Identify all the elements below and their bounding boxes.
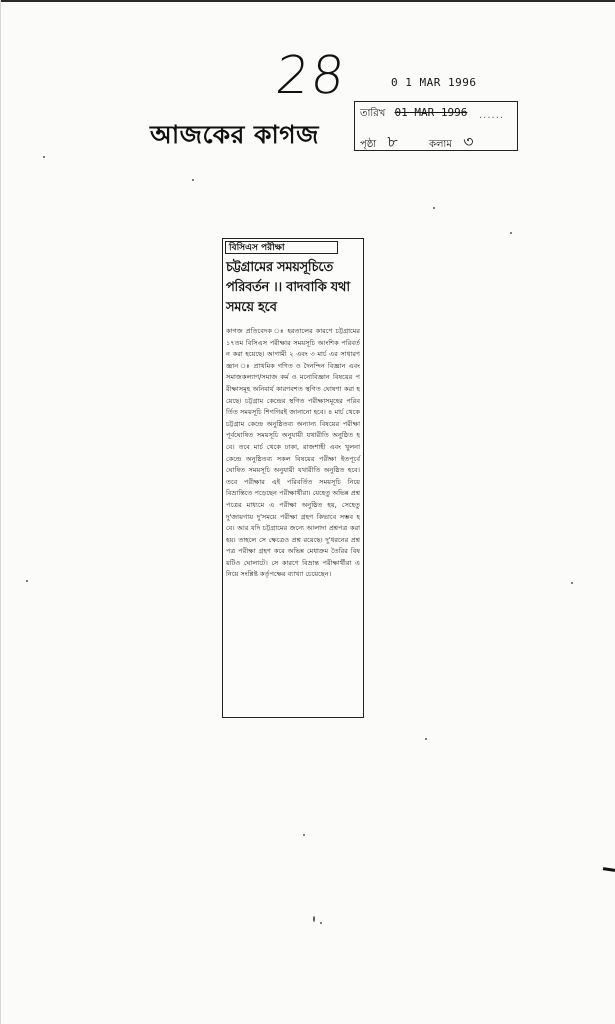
scan-speck	[571, 582, 573, 584]
scan-speck	[313, 916, 315, 922]
clipping-headline: চট্টগ্রামের সময়সূচিতে পরিবর্তন ।। বাদবাকি যথা সময়ে হবে	[226, 260, 350, 315]
handwritten-page-number: 28	[272, 46, 350, 106]
scan-speck	[320, 922, 322, 924]
scan-speck	[433, 207, 435, 209]
clipping-section-tag: বিসিএস পরীক্ষা	[225, 241, 338, 254]
ref-page-value: ৮	[387, 132, 398, 151]
ref-dotted-line: ......	[479, 110, 505, 121]
scan-speck	[43, 156, 45, 158]
ref-page-label: পৃষ্ঠা	[360, 139, 377, 150]
ref-date-value: 01 MAR 1996	[394, 106, 468, 119]
scan-speck	[26, 580, 28, 582]
ref-date-label: তারিখ	[360, 108, 386, 119]
page-left-edge	[0, 0, 1, 1024]
ref-column-label: কলাম	[428, 139, 452, 150]
newspaper-masthead: আজকের কাগজ	[150, 120, 320, 149]
scan-speck	[425, 738, 427, 740]
scan-speck	[510, 232, 512, 234]
scan-speck	[303, 834, 305, 836]
clipping-body-text: কাগজ প্রতিবেদক ঃ হরতালের কারণে চট্টগ্রামের ১৭তম বিসিএস পরীক্ষার সময়সূচি আংশিক পরিবর্তন করা হয়েছে। আগামী ২ এবং ৩ মার্চ এর সাধারণ জ্ঞান ঃ প্রাথমিক গণিত ও দৈনন্দিন বিজ্ঞান এবং সমাজকল্যাণ/সমাজ কর্ম ও মনোবিজ্ঞান বিষয়ের পরীক্ষাসমূহ অনিবার্য কারণবশত স্থগিত ঘোষণা করা হয়েছে। চট্টগ্রাম কেন্দ্রের স্থগিত পরীক্ষাসমূহের পরিবর্তিত সময়সূচি শিগগিরই জানানো হবে। ৪ মার্চ থেকে চট্টগ্রাম কেন্দ্রে অনুষ্ঠিতব্য অন্যান্য বিষয়ের পরীক্ষা পূর্বঘোষিত সময়সূচি অনুযায়ী যথারীতি অনুষ্ঠিত হবে। তবে মার্চ থেকে ঢাকা, রাজশাহী এবং খুলনা কেন্দ্রে অনুষ্ঠিতব্য সকল বিষয়ের পরীক্ষা ইতপূর্বে ঘোষিত সময়সূচি অনুযায়ী যথারীতি অনুষ্ঠিত হবে। তবে পরীক্ষার এই পরিবর্তিত সময়সূচি নিয়ে বিভ্রান্তিতে পড়েছেন পরীক্ষার্থীরা। যেহেতু অভিন্ন প্রশ্নপত্রের মাধ্যমে এ পরীক্ষা অনুষ্ঠিত হয়, সেহেতু দু'জায়গায় দু'সময়ে পরীক্ষা গ্রহণ কিভাবে সম্ভব হবে। আর যদি চট্টগ্রামের জন্যে আলাদা প্রশ্নপত্র করা হয়। তাহলে সে ক্ষেত্রেও প্রশ্ন রয়েছে। দু'ধরনের প্রশ্নপত্র পরীক্ষা গ্রহণ করে অভিন্ন মেধাক্রম তৈরির বিষয়টিও ঘোলাটে। সে কারণে বিভ্রান্ত পরীক্ষার্থীরা এ নিয়ে সংশ্লিষ্ট কর্তৃপক্ষের ব্যাখ্যা চেয়েছেন।	[226, 327, 360, 579]
scan-speck	[192, 179, 194, 181]
news-clipping	[222, 238, 364, 718]
ref-column-value: ৩	[463, 132, 474, 151]
ref-date-row	[360, 106, 467, 123]
date-stamp: 0 1 MAR 1996	[391, 76, 477, 89]
page-top-edge	[0, 0, 615, 2]
reference-stamp-box	[354, 101, 518, 151]
scan-edge-mark	[603, 867, 615, 872]
ref-page-column-row	[360, 129, 501, 156]
